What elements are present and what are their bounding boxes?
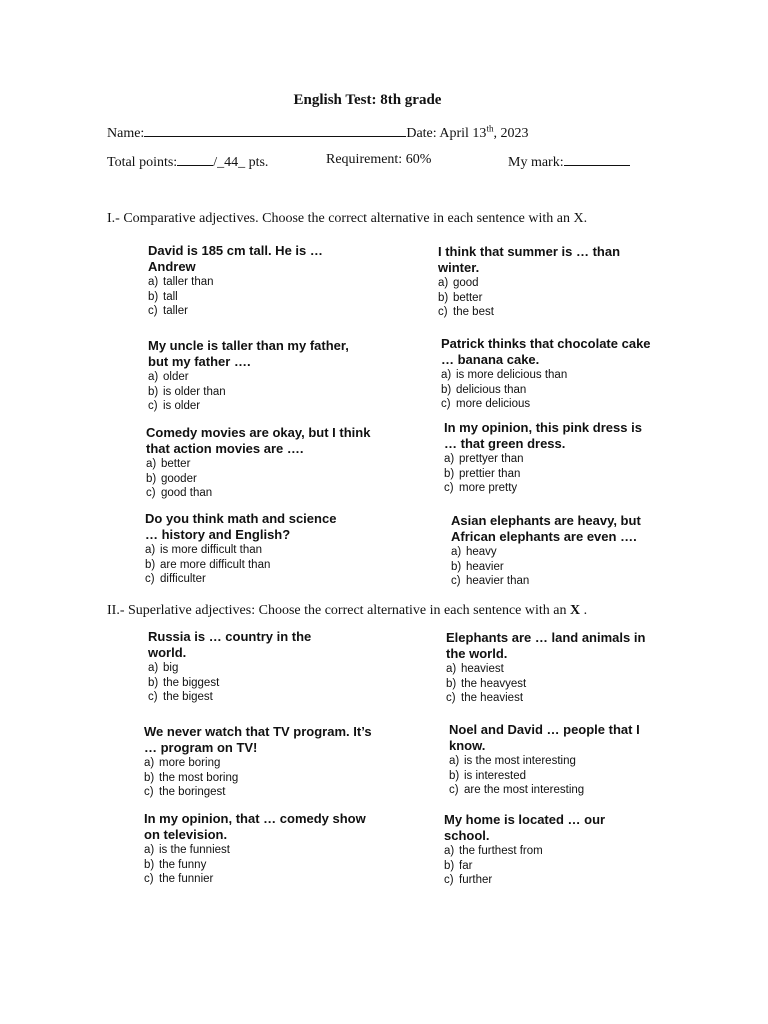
option-c[interactable]: c) more delicious: [441, 398, 531, 410]
option-a[interactable]: a) older: [148, 371, 189, 383]
option-c[interactable]: c) are the most interesting: [449, 784, 585, 796]
question-text: Elephants are … land animals in the world.: [446, 630, 646, 661]
question-text: Russia is … country in the world.: [148, 629, 312, 660]
question-11: [144, 724, 444, 800]
question-3: [148, 338, 448, 414]
section-1-heading: I.- Comparative adjectives. Choose the correct alternative in each sentence with an X.: [107, 211, 588, 226]
option-b[interactable]: b) gooder: [146, 472, 197, 485]
question-text: Do you think math and science … history and English?: [145, 511, 337, 542]
option-c[interactable]: c) heavier than: [451, 575, 530, 587]
option-a[interactable]: a) the furthest from: [444, 845, 543, 857]
question-text: Asian elephants are heavy, but African elephants are even ….: [451, 513, 641, 544]
option-b[interactable]: b) the heavyest: [446, 677, 527, 690]
option-b[interactable]: b) the biggest: [148, 676, 220, 689]
option-b[interactable]: b) the most boring: [144, 771, 239, 784]
question-14: [444, 812, 744, 888]
option-c[interactable]: c) more pretty: [444, 482, 518, 494]
question-6: [444, 420, 744, 496]
option-a[interactable]: a) big: [148, 662, 179, 674]
question-text: David is 185 cm tall. He is … Andrew: [148, 243, 323, 274]
option-c[interactable]: c) is older: [148, 400, 201, 412]
question-1: [148, 243, 448, 319]
name-label: Name:: [107, 126, 145, 141]
question-12: [449, 722, 749, 798]
name-blank[interactable]: [144, 123, 406, 137]
option-c[interactable]: c) difficulter: [145, 573, 206, 585]
option-c[interactable]: c) the heaviest: [446, 692, 524, 704]
mark-blank[interactable]: [564, 152, 630, 166]
question-9: [148, 629, 448, 705]
total-points-label: Total points:: [107, 155, 178, 170]
points-blank[interactable]: [177, 152, 213, 166]
question-10: [446, 630, 746, 706]
option-b[interactable]: b) are more difficult than: [145, 558, 271, 571]
question-text: Patrick thinks that chocolate cake … banana cake.: [441, 336, 651, 367]
question-13: [144, 811, 444, 887]
option-a[interactable]: a) is more difficult than: [145, 544, 263, 556]
option-c[interactable]: c) good than: [146, 487, 213, 499]
option-a[interactable]: a) is the most interesting: [449, 755, 576, 767]
option-b[interactable]: b) tall: [148, 290, 178, 303]
option-c[interactable]: c) taller: [148, 305, 188, 317]
date-year: , 2023: [493, 126, 529, 141]
option-b[interactable]: b) the funny: [144, 858, 207, 871]
option-c[interactable]: c) the funnier: [144, 873, 214, 885]
question-text: Comedy movies are okay, but I think that action movies are ….: [146, 425, 371, 456]
points-line: [107, 152, 268, 171]
option-a[interactable]: a) good: [438, 277, 479, 289]
section-2-heading: II.- Superlative adjectives: Choose the correct alternative in each sentence with an X .: [107, 603, 588, 618]
mark-line: [508, 152, 630, 171]
date-sup: th: [486, 123, 494, 134]
option-b[interactable]: b) prettier than: [444, 467, 521, 480]
heading-x-mark: X: [569, 603, 581, 618]
name-line: [107, 123, 528, 142]
question-text: In my opinion, that … comedy show on television.: [144, 811, 366, 842]
option-c[interactable]: c) the best: [438, 306, 494, 318]
option-b[interactable]: b) delicious than: [441, 383, 527, 396]
date-label: Date: April 13: [406, 126, 487, 141]
question-text: Noel and David … people that I know.: [449, 722, 640, 753]
option-b[interactable]: b) better: [438, 291, 483, 304]
option-b[interactable]: b) heavier: [451, 560, 504, 573]
option-a[interactable]: a) heavy: [451, 546, 497, 558]
option-c[interactable]: c) further: [444, 874, 493, 886]
question-text: We never watch that TV program. It’s … program on TV!: [144, 724, 372, 755]
page-title: English Test: 8th grade: [293, 92, 442, 108]
option-a[interactable]: a) better: [146, 458, 191, 470]
option-a[interactable]: a) taller than: [148, 276, 214, 288]
question-text: My home is located … our school.: [444, 812, 606, 843]
option-a[interactable]: a) is more delicious than: [441, 369, 568, 381]
option-b[interactable]: b) is interested: [449, 769, 527, 782]
question-2: [438, 244, 738, 320]
option-b[interactable]: b) far: [444, 859, 473, 872]
question-text: In my opinion, this pink dress is … that green dress.: [444, 420, 642, 451]
option-b[interactable]: b) is older than: [148, 385, 226, 398]
question-7: [145, 511, 445, 587]
question-text: I think that summer is … than winter.: [438, 244, 621, 275]
option-a[interactable]: a) more boring: [144, 757, 221, 769]
requirement: Requirement: 60%: [326, 152, 432, 167]
option-a[interactable]: a) is the funniest: [144, 844, 230, 856]
question-5: [146, 425, 446, 501]
option-c[interactable]: c) the boringest: [144, 786, 226, 798]
option-a[interactable]: a) prettyer than: [444, 453, 524, 465]
question-4: [441, 336, 741, 412]
total-points-max: /_44_ pts.: [213, 155, 269, 170]
option-a[interactable]: a) heaviest: [446, 663, 504, 675]
option-c[interactable]: c) the bigest: [148, 691, 213, 703]
question-text: My uncle is taller than my father, but my father ….: [148, 338, 349, 369]
my-mark-label: My mark:: [508, 155, 564, 170]
question-8: [451, 513, 751, 589]
